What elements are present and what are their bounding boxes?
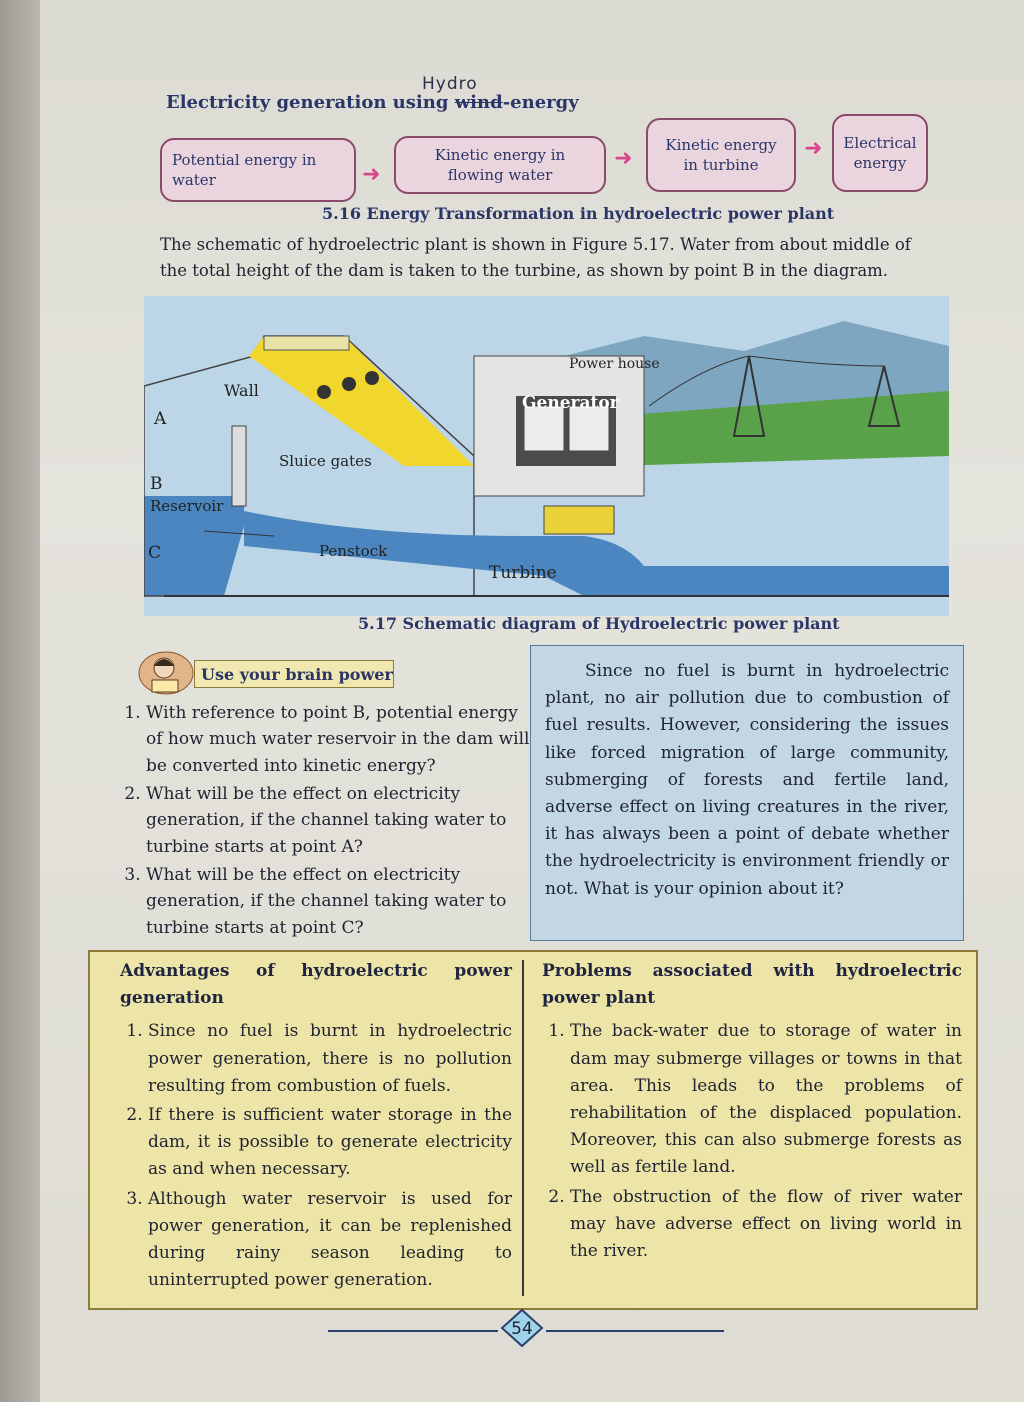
diagram-dam-top-grid	[264, 336, 349, 350]
label-generator: Generator	[522, 393, 619, 413]
question-2: 2. What will be the effect on electricity generation, if the channel taking water to turbine starts at point A?	[146, 781, 530, 860]
handwritten-note: Hydro	[422, 74, 478, 94]
advantages-column	[120, 958, 512, 1296]
heading-struck-word: wind	[454, 92, 503, 113]
label-sluice-gates: Sluice gates	[279, 452, 372, 470]
page-number-line-right	[546, 1330, 724, 1332]
question-1: 1. With reference to point B, potential energy of how much water reservoir in the dam will be converted into kinetic energy?	[146, 700, 530, 779]
brain-power-label: Use your brain power	[194, 660, 394, 688]
flow-arrow-3: ➜	[804, 136, 823, 161]
label-turbine: Turbine	[489, 563, 557, 583]
label-penstock: Penstock	[319, 542, 388, 560]
heading-prefix: Electricity generation using	[166, 92, 455, 113]
flow-box-electrical: Electrical energy	[832, 114, 928, 192]
figure-caption-5-17: 5.17 Schematic diagram of Hydroelectric power plant	[358, 614, 840, 633]
advantage-item: 3. Although water reservoir is used for power generation, it can be replenished during rainy season leading to uninterrupted power generation.	[148, 1186, 512, 1295]
sluice-gate-1	[317, 385, 331, 399]
flow-arrow-1: ➜	[362, 162, 381, 187]
page-number-badge	[500, 1308, 544, 1348]
heading-suffix: -energy	[502, 92, 579, 113]
flow-arrow-2: ➜	[614, 146, 633, 171]
label-point-b: B	[150, 474, 163, 494]
figure-caption-5-16: 5.16 Energy Transformation in hydroelectric power plant	[322, 204, 835, 223]
question-3: 3. What will be the effect on electricity generation, if the channel taking water to turbine starts at point C?	[146, 862, 530, 941]
label-power-house: Power house	[569, 356, 660, 372]
column-divider	[522, 960, 524, 1296]
problems-column	[542, 958, 962, 1267]
page-number: 54	[511, 1319, 533, 1339]
flow-box-potential: Potential energy in water	[160, 138, 356, 202]
flow-box-kinetic-turbine: Kinetic energy in turbine	[646, 118, 796, 192]
label-reservoir: Reservoir	[150, 497, 224, 515]
diagram-turbine	[544, 506, 614, 534]
sluice-gate-3	[365, 371, 379, 385]
intro-paragraph: The schematic of hydroelectric plant is shown in Figure 5.17. Water from about middle of the total height of the dam is taken to the turbine, as shown by point B in the diagram.	[160, 235, 911, 280]
advantages-problems-box	[88, 950, 978, 1310]
problem-item: 1. The back-water due to storage of water in dam may submerge villages or towns in that area. This leads to the problems of rehabilitation of the displaced population. Moreover, this can also submerge forests as well as fertile land.	[570, 1018, 962, 1181]
thinking-girl-icon	[138, 650, 194, 696]
hydroelectric-diagram	[144, 296, 949, 616]
opinion-box: Since no fuel is burnt in hydroelectric plant, no air pollution due to combustion of fuel results. However, considering the issues like forced migration of large community, submerging of forests and fertile land, adverse effect on living creatures in the river, it has always been a point of debate whether the hydroelectricity is environment friendly or not. What is your opinion about it?	[530, 645, 964, 941]
label-point-c: C	[148, 543, 162, 563]
sluice-gate-2	[342, 377, 356, 391]
problems-title: Problems associated with hydroelectric power plant	[542, 961, 962, 1009]
brain-questions	[120, 700, 530, 943]
label-point-a: A	[154, 409, 167, 429]
advantage-item: 2. If there is sufficient water storage in the dam, it is possible to generate electricity as and when necessary.	[148, 1102, 512, 1184]
flow-box-kinetic-flowing: Kinetic energy in flowing water	[394, 136, 606, 194]
advantages-title: Advantages of hydroelectric power generation	[120, 961, 512, 1009]
page-number-line-left	[328, 1330, 498, 1332]
label-wall: Wall	[224, 381, 259, 400]
advantage-item: 1. Since no fuel is burnt in hydroelectric power generation, there is no pollution resulting from combustion of fuels.	[148, 1018, 512, 1100]
diagram-intake-gate	[232, 426, 246, 506]
problem-item: 2. The obstruction of the flow of river water may have adverse effect on living world in the river.	[570, 1184, 962, 1266]
section-heading	[166, 92, 579, 113]
